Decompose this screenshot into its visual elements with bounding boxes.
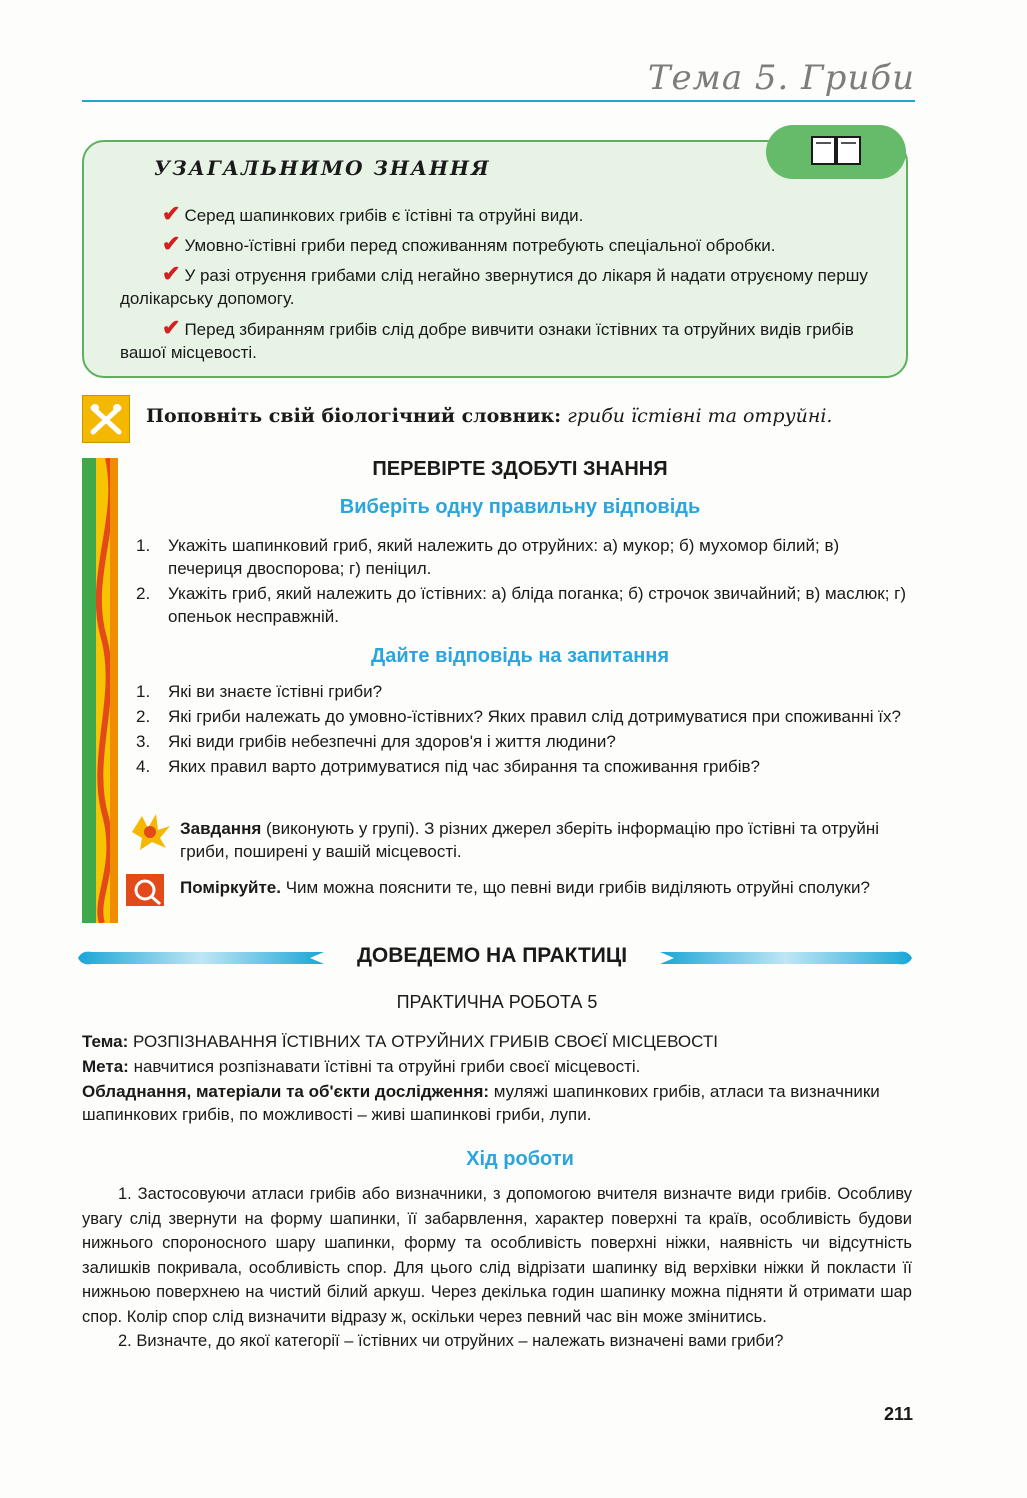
equipment-line: Обладнання, матеріали та об'єкти дослідження: муляжі шапинкових грибів, атласи та визначники шапинкових грибів, по можливості – живі шапинкові гриби, лупи. xyxy=(82,1082,880,1124)
answer-list xyxy=(136,680,914,780)
list-item: 4. Яких правил варто дотримуватися під час збирання та споживання грибів? xyxy=(136,757,760,776)
check-icon: ✔ xyxy=(162,261,181,286)
procedure-step: 2. Визначте, до якої категорії – їстівних чи отруйних – належать визначені вами гриби? xyxy=(118,1332,784,1350)
dictionary-label: Поповніть свій біологічний словник: xyxy=(146,405,562,427)
procedure-step: 1. Застосовуючи атласи грибів або визначники, з допомогою вчителя визначте види грибів. Особливу увагу слід звернути на форму шапинки, її забарвлення, характер поверхні та країв, особливість будови нижнього спороносного шару шапинки, форму та особливість поверхні ніжки, наявність чи відсутність залишків покривала, особливість спор. Для цього слід відрізати шапинку від верхівки ніжки й покласти її нижньою поверхнею на чистий білий аркуш. Через декілька годин шапинку можна підняти й отримати шар спор. Колір спор слід визначити відразу ж, оскільки через певний час він може змінитись. xyxy=(82,1185,912,1326)
list-item: 1. Які ви знаєте їстівні гриби? xyxy=(136,682,383,701)
list-item: 2. Які гриби належать до умовно-їстівних? Яких правил слід дотримуватися при споживанні їх? xyxy=(136,707,901,726)
header-divider xyxy=(82,100,915,102)
think-text: Поміркуйте. Чим можна пояснити те, що певні види грибів виділяють отруйні сполуки? xyxy=(180,878,870,897)
dictionary-terms: гриби їстівні та отруйні. xyxy=(567,405,833,427)
procedure-steps xyxy=(82,1182,912,1354)
book-icon xyxy=(810,134,862,168)
answer-title: Дайте відповідь на запитання xyxy=(370,645,670,667)
check-icon: ✔ xyxy=(162,201,181,226)
check-icon: ✔ xyxy=(162,231,181,256)
practice-banner: ДОВЕДЕМО НА ПРАКТИЦІ xyxy=(356,944,628,967)
goal-label: Мета: xyxy=(82,1057,129,1076)
work-title: ПРАКТИЧНА РОБОТА 5 xyxy=(396,992,598,1012)
summary-bullet: ✔ Умовно-їстівні гриби перед споживанням потребують спеціальної обробки. xyxy=(162,231,776,256)
dictionary-icon xyxy=(82,395,130,443)
side-decoration xyxy=(82,458,118,923)
banner-arrow-right xyxy=(660,950,912,966)
task-text: Завдання (виконують у групі). З різних джерел зберіть інформацію про їстівні та отруйні гриби, поширені у вашій місцевості. xyxy=(180,819,880,861)
dictionary-prompt xyxy=(146,405,832,427)
topic-line: Тема: РОЗПІЗНАВАННЯ ЇСТІВНИХ ТА ОТРУЙНИХ ГРИБІВ СВОЄЇ МІСЦЕВОСТІ xyxy=(82,1032,718,1051)
choose-title: Виберіть одну правильну відповідь xyxy=(339,496,701,518)
list-item: 2. Укажіть гриб, який належить до їстівних: а) бліда поганка; б) строчок звичайний; в) маслюк; г) опеньок несправжній. xyxy=(136,584,907,626)
task-label: Завдання xyxy=(180,819,262,838)
topic-label: Тема: xyxy=(82,1032,129,1051)
list-item: 1. Укажіть шапинковий гриб, який належить до отруйних: а) мукор; б) мухомор білий; в) печериця двоспорова; г) пеніцил. xyxy=(136,536,840,578)
check-title: ПЕРЕВІРТЕ ЗДОБУТІ ЗНАННЯ xyxy=(372,458,668,480)
summary-bullet: ✔ Серед шапинкових грибів є їстівні та отруйні види. xyxy=(162,201,584,226)
equipment-label: Обладнання, матеріали та об'єкти дослідження: xyxy=(82,1082,490,1101)
procedure-title: Хід роботи xyxy=(466,1148,574,1170)
summary-bullet: ✔ У разі отруєння грибами слід негайно звернутися до лікаря й надати отруєному першу долікарську допомогу. xyxy=(120,261,868,308)
group-task-icon xyxy=(126,812,172,852)
think-icon xyxy=(126,870,172,910)
summary-title: УЗАГАЛЬНИМО ЗНАННЯ xyxy=(154,156,491,180)
summary-bullet: ✔ Перед збиранням грибів слід добре вивчити ознаки їстівних та отруйних видів грибів вашої місцевості. xyxy=(120,315,854,362)
page-number: 211 xyxy=(883,1404,913,1424)
list-item: 3. Які види грибів небезпечні для здоров'я і життя людини? xyxy=(136,732,616,751)
think-label: Поміркуйте. xyxy=(180,878,281,897)
check-icon: ✔ xyxy=(162,315,181,340)
goal-line: Мета: навчитися розпізнавати їстівні та отруйні гриби своєї місцевості. xyxy=(82,1057,641,1076)
banner-arrow-left xyxy=(78,950,324,966)
theme-title: Тема 5. Гриби xyxy=(647,58,915,98)
choose-list xyxy=(136,534,914,630)
